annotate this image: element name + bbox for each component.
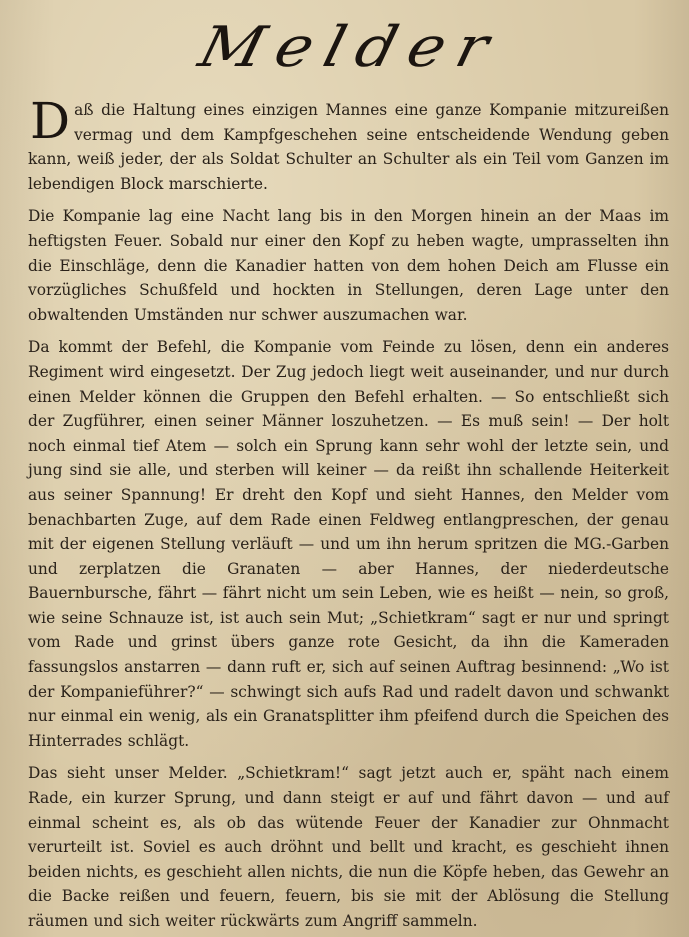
paragraph-1 bbox=[28, 92, 669, 196]
paragraph-1-text: aß die Haltung eines einzigen Mannes eine ganze Kompanie mitzureißen vermag und dem Kampfgeschehen seine entscheidende Wendung geben kann, weiß jeder, der als Soldat Schulter an Schulter als ein Teil vom Ganzen im lebendigen Block marschierte. bbox=[28, 101, 669, 193]
article-title bbox=[28, 0, 669, 92]
paragraph-2: Die Kompanie lag eine Nacht lang bis in den Morgen hinein an der Maas im heftigsten Feuer. Sobald nur einer den Kopf zu heben wagte, umprasselten ihn die Einschläge, denn die Kanadier hatten von dem hohen Deich am Flusse ein vorzügliches Schußfeld und hockten in Stellungen, deren Lage unter den obwaltenden Umständen nur schwer auszumachen war. bbox=[28, 207, 669, 324]
paragraph-4: Das sieht unser Melder. „Schietkram!“ sagt jetzt auch er, späht nach einem Rade, ein kurzer Sprung, und dann steigt er auf und fährt davon — und auf einmal scheint es, als ob das wütende Feuer der Kanadier zur Ohnmacht verurteilt ist. Soviel es auch dröhnt und bellt und kracht, es geschieht ihnen beiden nichts, es geschieht allen nichts, die nun die Köpfe heben, das Gewehr an die Backe reißen und feuern, feuern, bis sie mit der Ablösung die Stellung räumen und sich weiter rückwärts zum Angriff sammeln. bbox=[28, 764, 669, 930]
paragraph-3: Da kommt der Befehl, die Kompanie vom Feinde zu lösen, denn ein anderes Regiment wird eingesetzt. Der Zug jedoch liegt weit auseinander, und nur durch einen Melder können die Gruppen den Befehl erhalten. — So entschließt sich der Zugführer, einen seiner Männer loszuhetzen. — Es muß sein! — Der holt noch einmal tief Atem — solch ein Sprung kann sehr wohl der letzte sein, und jung sind sie alle, und sterben will keiner — da reißt ihn schallende Heiterkeit aus seiner Spannung! Er dreht den Kopf und sieht Hannes, den Melder vom benachbarten Zuge, auf dem Rade einen Feldweg entlangpreschen, der genau mit der eigenen Stellung verläuft — und um ihn herum spritzen die MG.-Garben und zerplatzen die Granaten — aber Hannes, der niederdeutsche Bauernbursche, fährt — fährt nicht um sein Leben, wie es heißt — nein, so groß, wie seine Schnauze ist, ist auch sein Mut; „Schietkram“ sagt er nur und springt vom Rade und grinst übers ganze rote Gesicht, da ihn die Kameraden fassungslos anstarren — dann ruft er, sich auf seinen Auftrag besinnend: „Wo ist der Kompanieführer?“ — schwingt sich aufs Rad und radelt davon und schwankt nur einmal ein wenig, als ein Granatsplitter ihm pfeifend durch die Speichen des Hinterrades schlägt. bbox=[28, 338, 669, 750]
article-body bbox=[28, 92, 669, 934]
drop-cap: D bbox=[30, 92, 71, 150]
article-title-text: Melder bbox=[193, 13, 508, 79]
